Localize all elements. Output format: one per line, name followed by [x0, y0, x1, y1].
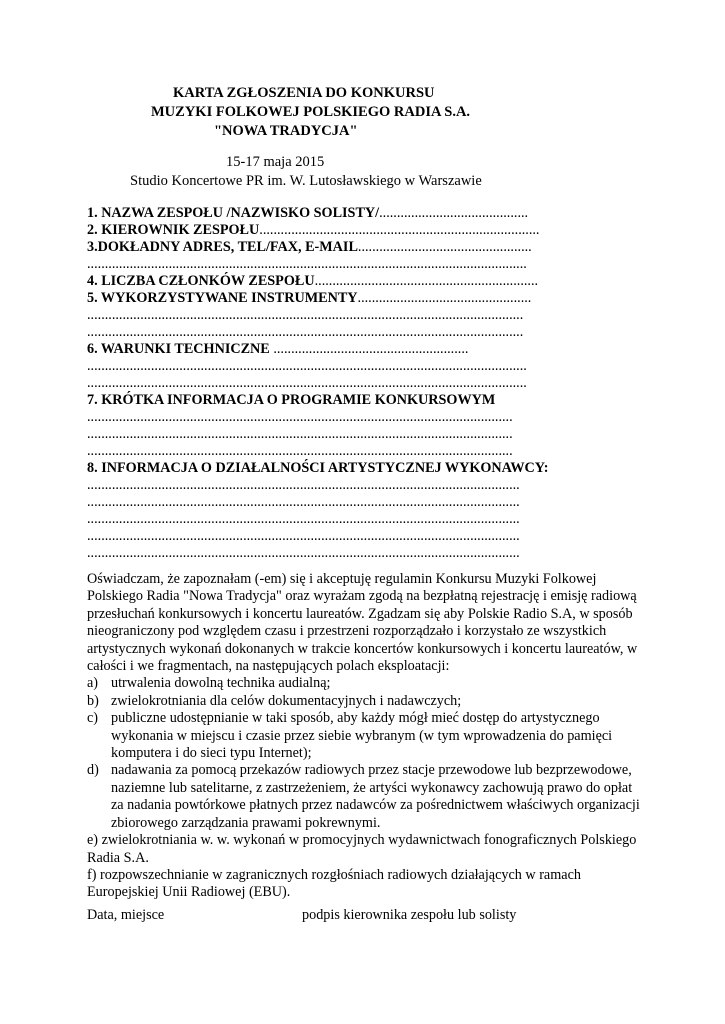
instruments-field-line-1[interactable]: ........................................................................................................................... — [87, 307, 524, 323]
event-venue: Studio Koncertowe PR im. W. Lutosławskiego w Warszawie — [130, 173, 482, 189]
declaration-item-f: f) rozpowszechnianie w zagranicznych rozgłośniach radiowych działających w ramach Europejskiej Unii Radiowej (EBU). — [87, 866, 581, 901]
section-3-label: 3.DOKŁADNY ADRES, TEL/FAX, E-MAIL — [87, 239, 358, 255]
section-7-program: 7. KRÓTKA INFORMACJA O PROGRAMIE KONKURSOWYM — [87, 392, 496, 408]
activity-field-line-3[interactable]: .......................................................................................................................... — [87, 511, 520, 527]
section-4-label: 4. LICZBA CZŁONKÓW ZESPOŁU — [87, 273, 315, 289]
program-field-line-2[interactable]: ........................................................................................................................ — [87, 426, 513, 442]
item-label: b) — [87, 692, 99, 709]
section-6-technical — [87, 341, 468, 358]
item-text: zwielokrotniania dla celów dokumentacyjnych i nadawczych; — [111, 692, 462, 709]
program-field-line-3[interactable]: ........................................................................................................................ — [87, 443, 513, 459]
item-text: utrwalenia dowolną technika audialną; — [111, 675, 331, 692]
technical-field[interactable]: ....................................................... — [269, 341, 469, 357]
section-6-label: 6. WARUNKI TECHNICZNE — [87, 341, 270, 357]
declaration-item-c — [87, 710, 647, 762]
section-2-label: 2. KIEROWNIK ZESPOŁU — [87, 222, 260, 238]
technical-field-line-1[interactable]: ............................................................................................................................ — [87, 358, 527, 374]
item-label: d) — [87, 762, 99, 779]
band-leader-field[interactable]: ............................................................................... — [259, 222, 540, 238]
declaration-item-a — [87, 675, 647, 692]
section-8-artistic-activity: 8. INFORMACJA O DZIAŁALNOŚCI ARTYSTYCZNEJ WYKONAWCY: — [87, 460, 549, 476]
declaration-block — [87, 571, 647, 902]
band-name-field[interactable]: .......................................... — [379, 205, 529, 221]
section-1-label: 1. NAZWA ZESPOŁU /NAZWISKO SOLISTY/ — [87, 205, 380, 221]
declaration-intro: Oświadczam, że zapoznałam (-em) się i akceptuję regulamin Konkursu Muzyki Folkowej Polskiego Radia "Nowa Tradycja" oraz wyrażam zgodą na bezpłatną rejestrację i emisję radiową przesłuchań konkursowych i koncertu laureatów. Zgadzam się aby Polskie Radio S.A, w sposób nieograniczony pod względem czasu i przestrzeni rozporządzało i korzystało ze wszystkich artystycznych wykonań dokonanych w trakcie koncertów konkursowych i koncertu laureatów, w całości i we fragmentach, na następujących polach eksploatacji: — [87, 571, 638, 675]
section-1-band-name — [87, 205, 528, 222]
address-field-line[interactable]: ............................................................................................................................ — [87, 256, 527, 272]
address-field[interactable]: ................................................. — [357, 239, 532, 255]
activity-field-line-5[interactable]: .......................................................................................................................... — [87, 545, 520, 561]
technical-field-line-2[interactable]: ............................................................................................................................ — [87, 375, 527, 391]
declaration-item-b — [87, 693, 647, 710]
signature-label: podpis kierownika zespołu lub solisty — [302, 907, 517, 923]
section-5-instruments — [87, 290, 531, 307]
activity-field-line-2[interactable]: .......................................................................................................................... — [87, 494, 520, 510]
section-5-label: 5. WYKORZYSTYWANE INSTRUMENTY — [87, 290, 358, 306]
instruments-field-line-2[interactable]: ........................................................................................................................... — [87, 324, 524, 340]
section-4-member-count — [87, 273, 538, 290]
item-text: publiczne udostępnianie w taki sposób, aby każdy mógł mieć dostęp do artystycznego wykonania w miejscu i czasie przez siebie wybranym (w tym wprowadzenia do pamięci komputera i do sieci typu Internet); — [111, 710, 613, 762]
activity-field-line-4[interactable]: .......................................................................................................................... — [87, 528, 520, 544]
activity-field-line-1[interactable]: .......................................................................................................................... — [87, 477, 520, 493]
declaration-item-e: e) zwielokrotniania w. w. wykonań w promocyjnych wydawnictwach fonograficznych Polskiego Radia S.A. — [87, 832, 637, 866]
item-text: nadawania za pomocą przekazów radiowych przez stacje przewodowe lub bezprzewodowe, naziemne lub satelitarne, z zastrzeżeniem, że artyści wykonawcy zachowują prawo do opłat za nadania powtórkowe płatnych przez nadawców za pośrednictwem właściwych organizacji zbiorowego zarządzania prawami pokrewnymi. — [111, 762, 640, 831]
item-label: a) — [87, 675, 99, 692]
event-date: 15-17 maja 2015 — [226, 154, 325, 170]
declaration-item-d — [87, 762, 647, 832]
form-title-line-2: MUZYKI FOLKOWEJ POLSKIEGO RADIA S.A. — [151, 104, 471, 120]
section-3-address — [87, 239, 532, 256]
program-field-line-1[interactable]: ........................................................................................................................ — [87, 409, 513, 425]
member-count-field[interactable]: ............................................................... — [314, 273, 539, 289]
date-place-label: Data, miejsce — [87, 907, 165, 923]
section-2-band-leader — [87, 222, 539, 239]
instruments-field[interactable]: ................................................. — [357, 290, 532, 306]
form-title-line-1: KARTA ZGŁOSZENIA DO KONKURSU — [173, 85, 435, 101]
form-title-line-3: "NOWA TRADYCJA" — [214, 123, 358, 139]
item-label: c) — [87, 710, 99, 727]
